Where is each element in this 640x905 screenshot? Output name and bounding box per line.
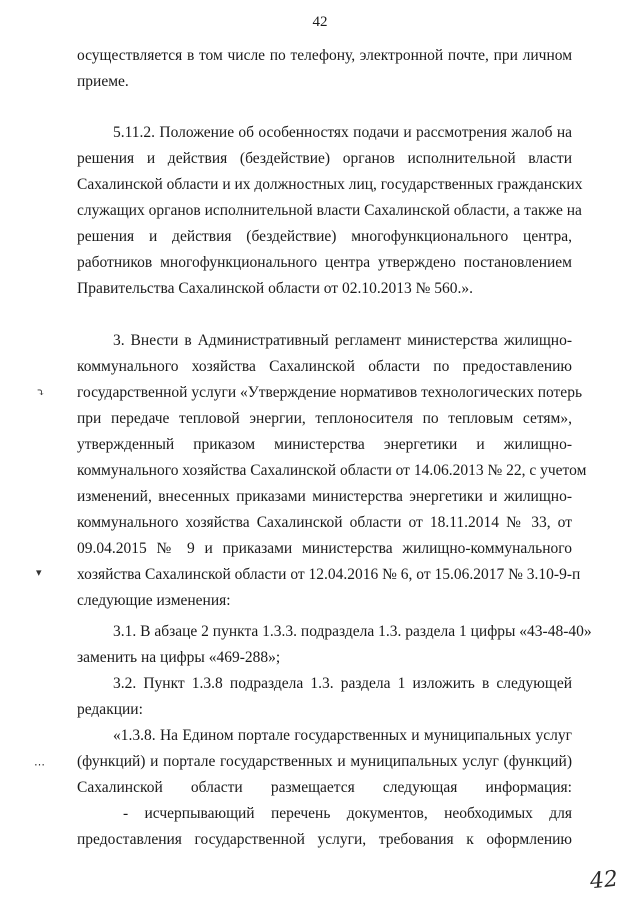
text-line: Сахалинской области и их должностных лиц, государственных гражданских — [77, 176, 583, 193]
text-line: решения и действия (бездействие) многофункционального центра, — [77, 228, 572, 245]
scan-mark: ⤵ — [36, 387, 46, 399]
text-line: осуществляется в том числе по телефону, электронной почте, при личном — [77, 47, 572, 64]
text-line: утвержденный приказом министерства энергетики и жилищно- — [77, 436, 572, 453]
text-line: 09.04.2015 № 9 и приказами министерства жилищно-коммунального — [77, 540, 572, 557]
text-line: решения и действия (бездействие) органов исполнительной власти — [77, 150, 572, 167]
text-line: редакции: — [77, 701, 143, 718]
scan-mark: ▾ — [36, 567, 42, 579]
text-line: хозяйства Сахалинской области от 12.04.2016 № 6, от 15.06.2017 № 3.10-9-п — [77, 566, 581, 583]
text-line: Правительства Сахалинской области от 02.10.2013 № 560.». — [77, 280, 473, 297]
text-line: 3.1. В абзаце 2 пункта 1.3.3. подраздела 1.3. раздела 1 цифры «43-48-40» — [113, 623, 592, 640]
text-line: работников многофункционального центра утверждено постановлением — [77, 254, 572, 271]
text-line: следующие изменения: — [77, 592, 231, 609]
text-line: при передаче тепловой энергии, теплоносителя по тепловым сетям», — [77, 410, 572, 427]
text-line: приеме. — [77, 73, 129, 90]
text-line: 3. Внести в Административный регламент министерства жилищно- — [113, 332, 572, 349]
scan-mark: ⋯ — [34, 759, 45, 771]
text-line: коммунального хозяйства Сахалинской области от 14.06.2013 № 22, с учетом — [77, 462, 587, 479]
text-line: 3.2. Пункт 1.3.8 подраздела 1.3. раздела 1 изложить в следующей — [113, 675, 572, 692]
text-line: коммунального хозяйства Сахалинской области по предоставлению — [77, 358, 572, 375]
page-number: 42 — [312, 14, 328, 30]
text-line: служащих органов исполнительной власти Сахалинской области, а также на — [77, 202, 582, 219]
text-line: 5.11.2. Положение об особенностях подачи и рассмотрения жалоб на — [113, 124, 572, 141]
text-line: Сахалинской области размещается следующая информация: — [77, 779, 572, 796]
text-line: предоставления государственной услуги, требования к оформлению — [77, 831, 572, 848]
handwritten-page-number: 42 — [588, 866, 620, 895]
text-line: (функций) и портале государственных и муниципальных услуг (функций) — [77, 753, 572, 770]
text-line: государственной услуги «Утверждение нормативов технологических потерь — [77, 384, 583, 401]
text-line: коммунального хозяйства Сахалинской области от 18.11.2014 № 33, от — [77, 514, 572, 531]
text-line: заменить на цифры «469-288»; — [77, 649, 281, 666]
text-line: изменений, внесенных приказами министерства энергетики и жилищно- — [77, 488, 572, 505]
text-line: - исчерпывающий перечень документов, необходимых для — [123, 805, 572, 822]
text-line: «1.3.8. На Едином портале государственных и муниципальных услуг — [113, 727, 572, 744]
